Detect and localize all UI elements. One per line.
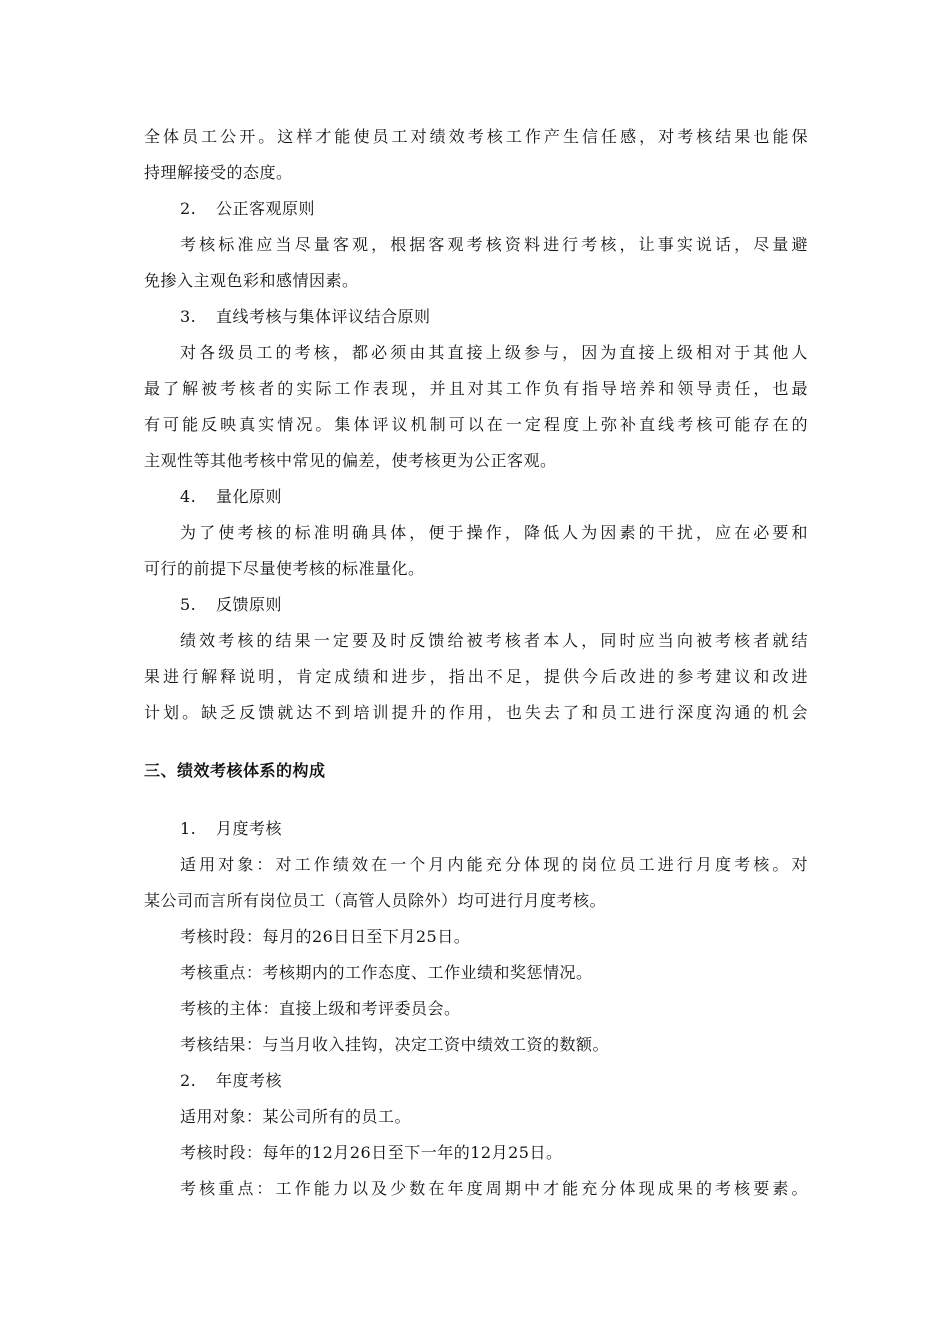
paragraph-line: 适用对象：对工作绩效在一个月内能充分体现的岗位员工进行月度考核。对 bbox=[180, 855, 808, 874]
list-item-feedback bbox=[180, 594, 808, 616]
paragraph-line: 对各级员工的考核，都必须由其直接上级参与，因为直接上级相对于其他人 bbox=[180, 343, 808, 362]
list-number: 3. bbox=[180, 307, 197, 326]
paragraph-line: 考核重点：考核期内的工作态度、工作业绩和奖惩情况。 bbox=[180, 963, 593, 982]
paragraph-line: 某公司而言所有岗位员工（高管人员除外）均可进行月度考核。 bbox=[144, 891, 607, 910]
paragraph-line: 果进行解释说明，肯定成绩和进步，指出不足，提供今后改进的参考建议和改进 bbox=[144, 667, 808, 686]
paragraph-line: 持理解接受的态度。 bbox=[144, 163, 293, 182]
paragraph-line: 考核时段：每年的12月26日至下一年的12月25日。 bbox=[180, 1143, 563, 1162]
paragraph-line: 适用对象：某公司所有的员工。 bbox=[180, 1107, 412, 1126]
section-heading: 三、绩效考核体系的构成 bbox=[144, 761, 326, 780]
list-item-monthly bbox=[180, 818, 808, 840]
list-number: 2. bbox=[180, 199, 197, 218]
paragraph-line: 计划。缺乏反馈就达不到培训提升的作用，也失去了和员工进行深度沟通的机会 bbox=[144, 703, 808, 722]
paragraph-line: 考核重点：工作能力以及少数在年度周期中才能充分体现成果的考核要素。 bbox=[180, 1179, 808, 1198]
paragraph-line: 免掺入主观色彩和感情因素。 bbox=[144, 271, 359, 290]
list-number: 2. bbox=[180, 1071, 197, 1090]
list-title: 年度考核 bbox=[216, 1071, 283, 1090]
list-title: 量化原则 bbox=[216, 487, 283, 506]
paragraph-line: 有可能反映真实情况。集体评议机制可以在一定程度上弥补直线考核可能存在的 bbox=[144, 415, 808, 434]
paragraph-line: 考核时段：每月的26日日至下月25日。 bbox=[180, 927, 471, 946]
list-item-line-and-collective bbox=[180, 306, 808, 328]
paragraph-line: 绩效考核的结果一定要及时反馈给被考核者本人，同时应当向被考核者就结 bbox=[180, 631, 808, 650]
list-title: 反馈原则 bbox=[216, 595, 283, 614]
list-item-quantification bbox=[180, 486, 808, 508]
paragraph-line: 主观性等其他考核中常见的偏差，使考核更为公正客观。 bbox=[144, 451, 557, 470]
paragraph-line: 为了使考核的标准明确具体，便于操作，降低人为因素的干扰，应在必要和 bbox=[180, 523, 808, 542]
paragraph-line: 可行的前提下尽量使考核的标准量化。 bbox=[144, 559, 425, 578]
paragraph-line: 考核的主体：直接上级和考评委员会。 bbox=[180, 999, 461, 1018]
list-item-annual bbox=[180, 1070, 808, 1092]
list-item-fairness bbox=[180, 198, 808, 220]
paragraph-line: 考核标准应当尽量客观，根据客观考核资料进行考核，让事实说话，尽量避 bbox=[180, 235, 808, 254]
list-number: 4. bbox=[180, 487, 197, 506]
paragraph-line: 考核结果：与当月收入挂钩，决定工资中绩效工资的数额。 bbox=[180, 1035, 610, 1054]
paragraph-line: 全体员工公开。这样才能使员工对绩效考核工作产生信任感，对考核结果也能保 bbox=[144, 127, 808, 146]
paragraph-line: 最了解被考核者的实际工作表现，并且对其工作负有指导培养和领导责任，也最 bbox=[144, 379, 808, 398]
list-title: 公正客观原则 bbox=[216, 199, 316, 218]
list-number: 1. bbox=[180, 819, 197, 838]
list-title: 月度考核 bbox=[216, 819, 283, 838]
list-title: 直线考核与集体评议结合原则 bbox=[216, 307, 431, 326]
list-number: 5. bbox=[180, 595, 197, 614]
